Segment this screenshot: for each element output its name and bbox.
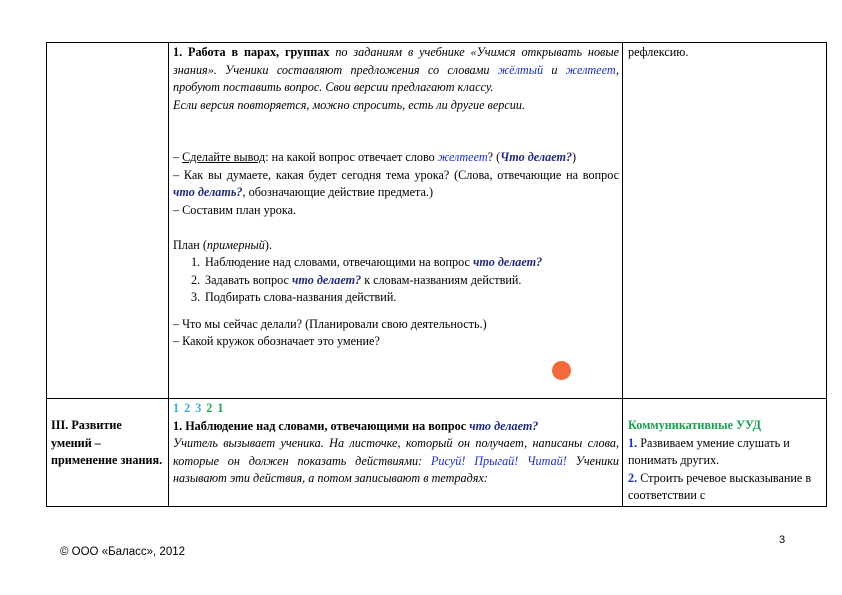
level-number: 2 — [206, 401, 213, 415]
plan-line: – Составим план урока. — [173, 202, 297, 217]
task-title: 1. Наблюдение над словами, отвечающими на вопрос — [173, 418, 470, 433]
plan-item-text: Наблюдение над словами, отвечающими на вопрос — [205, 255, 473, 269]
task-description: и — [543, 62, 566, 77]
stage-title-cell — [51, 417, 163, 470]
row2-content-cell — [173, 400, 619, 488]
table-bottom-border — [46, 506, 827, 507]
level-number: 3 — [195, 401, 202, 415]
row1-uud-cell — [628, 44, 823, 62]
task-description: , пробуют поставить вопрос. Свои версии предлагают классу. — [173, 62, 619, 94]
uud-item-text: Развиваем умение слушать и понимать других. — [628, 435, 790, 467]
highlighted-word: желтеет — [565, 62, 616, 77]
level-number: 2 — [184, 401, 191, 415]
uud-item-text: Строить речевое высказывание в соответствии с — [628, 470, 812, 502]
plan-item — [173, 272, 619, 290]
copyright-footer: © ООО «Баласс», 2012 — [60, 546, 186, 558]
plan-item-text: Подбирать слова-названия действий. — [205, 290, 397, 304]
table-top-border — [46, 42, 827, 43]
table-left-border — [46, 42, 47, 507]
uud-item-number: 2. — [628, 470, 638, 485]
uud-title: Коммуникативные УУД — [628, 418, 762, 432]
conclusion-label: Сделайте вывод — [182, 150, 266, 164]
orange-circle-marker — [552, 361, 571, 380]
conclusion-text: : на какой вопрос отвечает слово — [265, 150, 438, 164]
plan-item-number: 3. — [191, 290, 201, 304]
conclusion-paragraph — [173, 149, 619, 167]
row-divider — [46, 398, 827, 399]
highlighted-word: жёлтый — [497, 62, 544, 77]
plan-label-text: ). — [264, 237, 272, 252]
lesson-table — [46, 42, 827, 507]
column-divider-2 — [622, 42, 623, 507]
highlighted-word: желтеет — [437, 150, 488, 164]
level-number: 1 — [173, 401, 180, 415]
plan-item-tail: к словам-названиям действий. — [361, 272, 522, 287]
question-line: – Какой кружок обозначает это умение? — [173, 334, 380, 348]
stage-title: III. Развитие умений – применение знания. — [51, 418, 163, 467]
task-question: что делает? — [469, 418, 539, 433]
dash: – — [173, 150, 183, 164]
topic-text: , обозначающие действие предмета.) — [242, 185, 434, 199]
uud-item-number: 1. — [628, 435, 638, 450]
repeat-note: Если версия повторяется, можно спросить, есть ли другие версии. — [173, 97, 525, 112]
plan-item-text: Задавать вопрос — [205, 272, 292, 287]
topic-text: – Как вы думаете, какая будет сегодня тема урока? (Слова, отвечающие на вопрос — [173, 167, 619, 182]
uud-text: рефлексию. — [628, 45, 689, 59]
question-line: – Что мы сейчас делали? (Планировали свою деятельность.) — [173, 316, 487, 331]
level-numbers — [173, 400, 619, 418]
table-right-border — [826, 42, 827, 507]
observation-title — [173, 418, 619, 436]
plan-item-number: 2. — [191, 272, 201, 287]
observation-paragraph — [173, 435, 619, 488]
topic-question: что делать? — [173, 185, 243, 199]
uud-item — [628, 435, 823, 470]
action-words: Рисуй! Прыгай! Читай! — [430, 453, 567, 468]
plan-item-question: что делает? — [291, 272, 362, 287]
plan-item-number: 1. — [191, 255, 201, 269]
plan-label-text: План ( — [173, 237, 207, 252]
level-number: 1 — [217, 401, 224, 415]
plan-item-question: что делает? — [472, 255, 543, 269]
page-number: 3 — [779, 534, 786, 546]
column-divider-1 — [168, 42, 169, 507]
plan-item — [173, 289, 619, 307]
plan-label — [173, 237, 619, 255]
answer-question: Что делает? — [500, 150, 573, 164]
row1-content-cell — [173, 44, 619, 351]
lesson-topic-paragraph — [173, 167, 619, 202]
plan-item — [173, 254, 619, 272]
row2-uud-cell — [628, 417, 823, 505]
pair-work-paragraph — [173, 44, 619, 97]
conclusion-text: ) — [572, 150, 577, 164]
uud-item — [628, 470, 823, 505]
conclusion-text: ? ( — [487, 150, 501, 164]
task-description: Ученики называют эти действия, а потом записывают в тетрадях: — [173, 453, 620, 485]
task-description: по заданиям в учебнике «Учимся открывать новые знания». Ученики составляют предложения со словами — [173, 45, 619, 77]
task-title: 1. Работа в парах, группах — [173, 45, 330, 59]
task-description: Учитель вызывает ученика. На листочке, который он получает, написаны слова, которые он должен показать действиями: — [173, 436, 619, 468]
plan-label-italic: примерный — [206, 237, 265, 252]
